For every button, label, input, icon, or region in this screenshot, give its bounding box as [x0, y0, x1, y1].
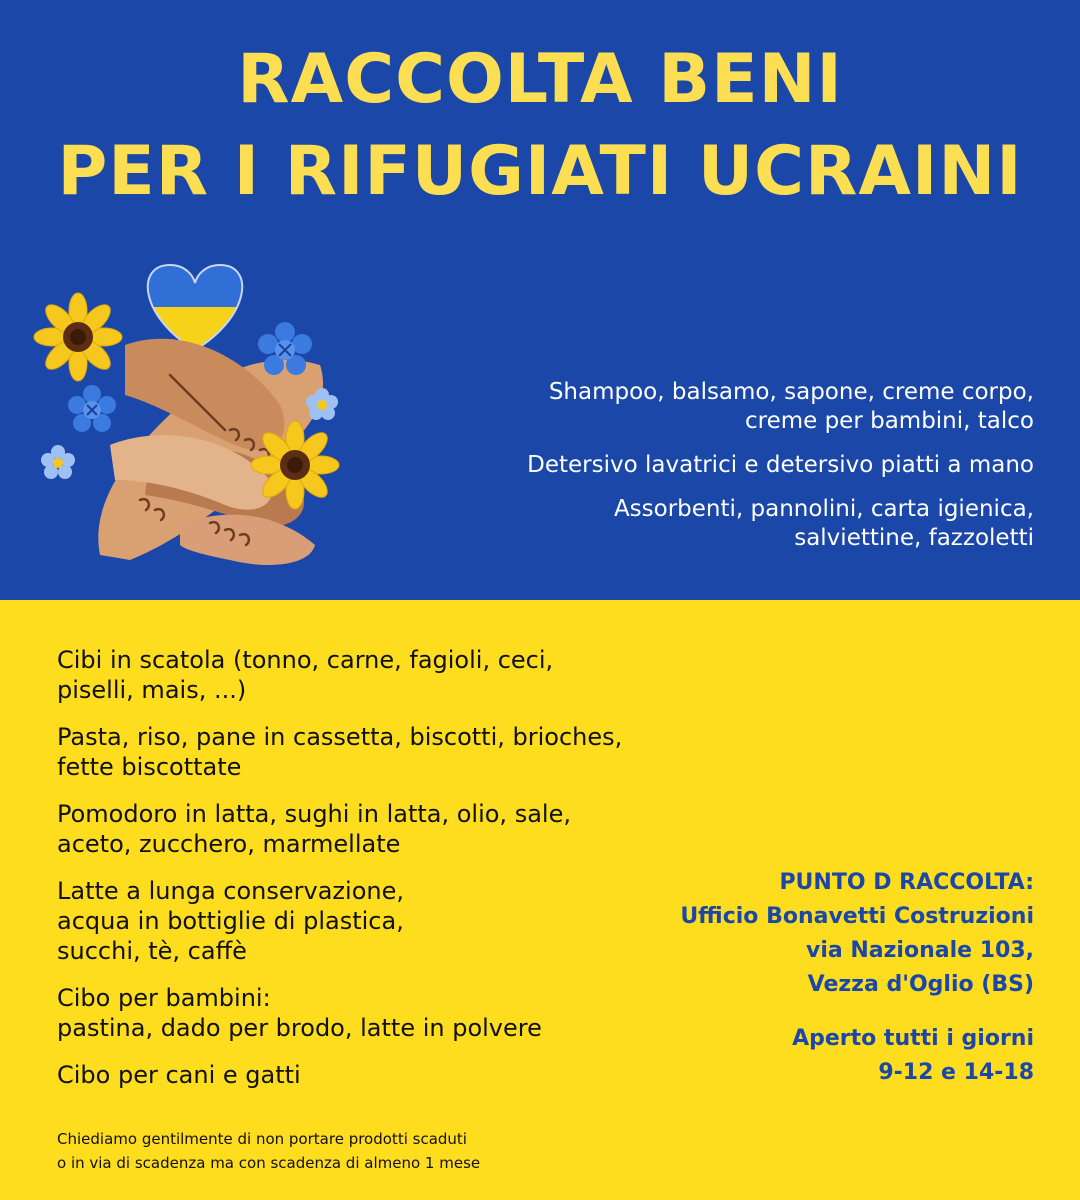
opening-times: 9-12 e 14-18 — [878, 1060, 1034, 1085]
list-item-line: Shampoo, balsamo, sapone, creme corpo, — [548, 379, 1034, 405]
expiry-note — [57, 1127, 480, 1175]
collection-point-city: Vezza d'Oglio (BS) — [807, 972, 1034, 997]
expiry-note-line-1: Chiediamo gentilmente di non portare prodotti scaduti — [57, 1130, 467, 1148]
collection-point-name: Ufficio Bonavetti Costruzioni — [680, 904, 1034, 929]
list-item-line: creme per bambini, talco — [744, 408, 1034, 434]
list-item-line: Detersivo lavatrici e detersivo piatti a mano — [527, 452, 1034, 478]
list-item-line: aceto, zucchero, marmellate — [57, 830, 401, 858]
list-item — [394, 378, 1034, 436]
list-item-line: Pasta, riso, pane in cassetta, biscotti, brioches, — [57, 723, 623, 751]
list-item-line: Assorbenti, pannolini, carta igienica, — [613, 496, 1034, 522]
list-item-line: acqua in bottiglie di plastica, — [57, 907, 404, 935]
list-item-line: Cibo per bambini: — [57, 984, 271, 1012]
list-item — [394, 495, 1034, 553]
list-item-line: Latte a lunga conservazione, — [57, 877, 404, 905]
cornflower-icon — [41, 445, 75, 479]
list-item — [57, 645, 757, 705]
list-item-line: fette biscottate — [57, 753, 242, 781]
sunflower-icon — [251, 421, 339, 509]
expiry-note-line-2: o in via di scadenza ma con scadenza di almeno 1 mese — [57, 1154, 481, 1172]
title-line-2: PER I RIFUGIATI UCRAINI — [57, 132, 1023, 211]
list-item-line: salviettine, fazzoletti — [794, 525, 1034, 551]
list-item-line: Cibi in scatola (tonno, carne, fagioli, ceci, — [57, 646, 554, 674]
hygiene-list — [394, 378, 1034, 568]
title-line-1: RACCOLTA BENI — [237, 40, 843, 119]
list-item-line: succhi, tè, caffè — [57, 937, 247, 965]
collection-point-street: via Nazionale 103, — [805, 938, 1034, 963]
list-item — [57, 799, 757, 859]
collection-point — [574, 866, 1034, 1002]
collection-point-heading: PUNTO D RACCOLTA: — [779, 870, 1034, 895]
list-item — [57, 722, 757, 782]
list-item-line: pastina, dado per brodo, latte in polvere — [57, 1014, 542, 1042]
solidarity-illustration — [30, 255, 360, 575]
opening-hours — [634, 1022, 1034, 1090]
sunflower-icon — [34, 293, 122, 381]
list-item-line: piselli, mais, ...) — [57, 676, 247, 704]
opening-days: Aperto tutti i giorni — [792, 1026, 1034, 1051]
list-item — [394, 451, 1034, 480]
list-item-line: Cibo per cani e gatti — [57, 1061, 301, 1089]
list-item-line: Pomodoro in latta, sughi in latta, olio, sale, — [57, 800, 571, 828]
cornflower-icon — [68, 385, 116, 432]
